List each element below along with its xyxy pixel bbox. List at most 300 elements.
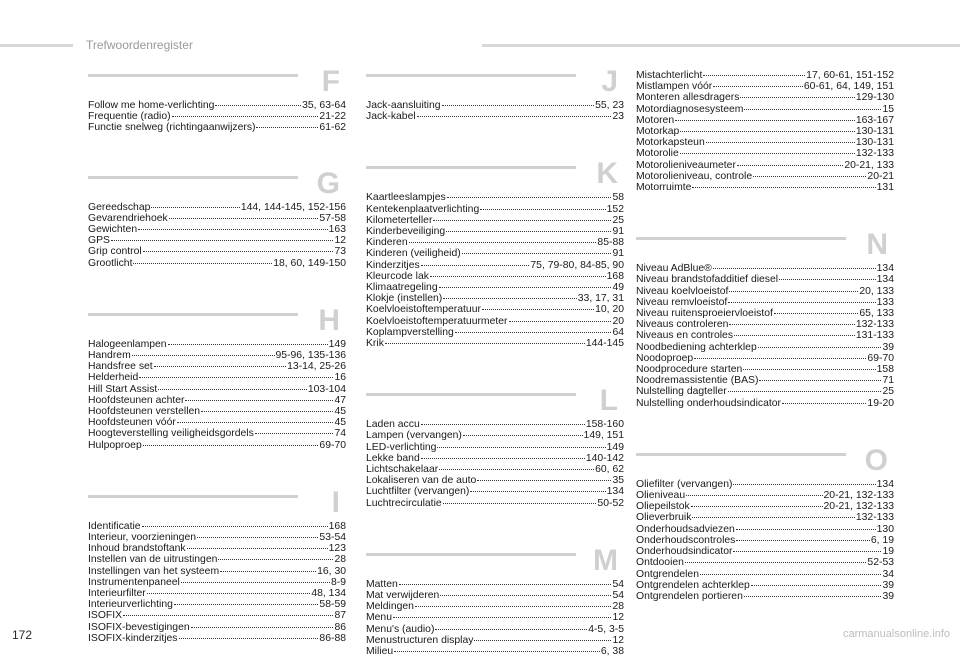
entry-pages: 20-21 — [867, 170, 894, 182]
section-letter: M — [593, 543, 618, 577]
entry-term: Instellen van de uitrustingen — [88, 554, 218, 566]
index-entry — [88, 622, 346, 633]
entry-pages: 71 — [882, 375, 894, 387]
index-entry — [88, 440, 346, 451]
dot-leader — [394, 651, 600, 652]
entry-pages: 134 — [876, 274, 894, 286]
entry-pages: 45 — [334, 417, 346, 429]
index-entry — [636, 81, 894, 92]
entry-pages: 152 — [606, 203, 624, 215]
index-entry — [88, 543, 346, 554]
entry-pages: 65, 133 — [859, 308, 894, 320]
entry-term: Noodbediening achterklep — [636, 341, 757, 353]
index-column — [366, 65, 624, 657]
entry-pages: 19-20 — [867, 397, 894, 409]
dot-leader — [220, 571, 316, 572]
dot-leader — [462, 253, 612, 254]
entry-term: Menu's (audio) — [366, 623, 435, 635]
entry-term: Olieverbruik — [636, 512, 692, 524]
entry-term: Instrumentenpaneel — [88, 576, 180, 588]
entry-pages: 4-5, 3-5 — [588, 623, 624, 635]
dot-leader — [385, 343, 585, 344]
entry-pages: 129-130 — [855, 92, 894, 104]
entry-pages: 21-22 — [319, 111, 346, 123]
dot-leader — [158, 389, 307, 390]
entry-pages: 144, 144-145, 152-156 — [240, 201, 346, 213]
entry-term: Noodremassistentie (BAS) — [636, 375, 759, 387]
index-entry — [88, 633, 346, 644]
entry-pages: 69-70 — [867, 352, 894, 364]
entry-term: Identificatie — [88, 520, 141, 532]
entry-term: Ontdooien — [636, 557, 684, 569]
entry-pages: 58 — [612, 192, 624, 204]
index-entry — [366, 498, 624, 509]
entry-term: ISOFIX-bevestigingen — [88, 621, 190, 633]
index-entry — [366, 601, 624, 612]
dot-leader — [751, 585, 882, 586]
entry-term: Nulstelling onderhoudsindicator — [636, 397, 781, 409]
entry-term: Halogeenlampen — [88, 338, 167, 350]
entry-pages: 103-104 — [307, 383, 346, 395]
entry-term: Ontgrendelen — [636, 568, 699, 580]
entry-pages: 34 — [882, 568, 894, 580]
dot-leader — [691, 506, 823, 507]
index-entry — [636, 319, 894, 330]
entry-term: Jack-aansluiting — [366, 100, 441, 111]
entry-term: Koplampverstelling — [366, 326, 454, 338]
entry-pages: 57-58 — [319, 212, 346, 224]
dot-leader — [143, 251, 334, 252]
dot-leader — [447, 197, 612, 198]
entry-pages: 140-142 — [585, 452, 624, 464]
index-entry — [88, 577, 346, 588]
entry-pages: 50-52 — [597, 497, 624, 509]
entry-pages: 130-131 — [855, 137, 894, 149]
header-rule-left — [0, 44, 73, 47]
dot-leader — [256, 127, 318, 128]
index-entry — [88, 202, 346, 213]
entry-pages: 33, 17, 31 — [577, 293, 624, 305]
entry-term: Hoofdsteunen verstellen — [88, 406, 201, 418]
dot-leader — [685, 562, 866, 563]
dot-leader — [439, 287, 612, 288]
entry-pages: 20 — [612, 315, 624, 327]
dot-leader — [138, 229, 328, 230]
dot-leader — [133, 263, 272, 264]
entry-term: Oliefilter (vervangen) — [636, 478, 733, 490]
section-rule — [366, 74, 576, 77]
index-entry — [366, 293, 624, 304]
index-entry — [88, 599, 346, 610]
dot-leader — [736, 540, 870, 541]
dot-leader — [143, 445, 319, 446]
dot-leader — [733, 484, 875, 485]
entry-term: Onderhoudscontroles — [636, 534, 736, 546]
entry-term: Lichtschakelaar — [366, 464, 439, 476]
index-entry — [366, 316, 624, 327]
entry-term: Onderhoudsadviezen — [636, 523, 735, 535]
index-entry — [366, 579, 624, 590]
dot-leader — [409, 242, 597, 243]
entry-pages: 74 — [334, 428, 346, 440]
dot-leader — [255, 433, 334, 434]
entry-pages: 16, 30 — [317, 565, 346, 577]
entry-list — [636, 479, 894, 602]
index-entry — [636, 524, 894, 535]
entry-pages: 28 — [334, 554, 346, 566]
entry-pages: 87 — [334, 610, 346, 622]
index-entry — [636, 137, 894, 148]
dot-leader — [675, 120, 855, 121]
entry-term: Hoofdsteunen vóór — [88, 417, 176, 429]
entry-term: Menustructuren display — [366, 634, 474, 646]
index-entry — [88, 554, 346, 565]
index-section — [366, 157, 624, 350]
entry-term: Niveau remvloeistof — [636, 296, 728, 308]
entry-term: Handsfree set — [88, 361, 153, 373]
entry-term: Kinderen (veiligheid) — [366, 248, 461, 260]
entry-term: Hoogteverstelling veiligheidsgordels — [88, 428, 254, 440]
index-entry — [366, 271, 624, 282]
index-section — [366, 384, 624, 509]
entry-pages: 134 — [876, 263, 894, 275]
dot-leader — [439, 469, 594, 470]
dot-leader — [703, 75, 805, 76]
entry-term: Onderhoudsindicator — [636, 546, 733, 558]
entry-pages: 168 — [606, 270, 624, 282]
dot-leader — [734, 335, 855, 336]
entry-pages: 134 — [606, 486, 624, 498]
dot-leader — [694, 358, 866, 359]
entry-pages: 12 — [612, 634, 624, 646]
dot-leader — [142, 526, 328, 527]
dot-leader — [729, 324, 854, 325]
dot-leader — [201, 411, 333, 412]
entry-term: Niveau brandstofadditief diesel — [636, 274, 779, 286]
entry-pages: 6, 19 — [870, 534, 894, 546]
index-entry — [88, 235, 346, 246]
index-entry — [88, 521, 346, 532]
index-entry — [366, 612, 624, 623]
section-rule — [366, 393, 576, 396]
dot-leader — [181, 582, 330, 583]
section-letter: N — [866, 228, 888, 262]
dot-leader — [417, 116, 612, 117]
entry-list — [88, 100, 346, 134]
entry-term: Helderheid — [88, 372, 139, 384]
entry-term: Milieu — [366, 646, 394, 657]
entry-pages: 39 — [882, 341, 894, 353]
index-entry — [88, 224, 346, 235]
entry-pages: 19 — [882, 546, 894, 558]
index-section — [88, 303, 346, 451]
entry-term: Oliepeilstok — [636, 501, 690, 513]
dot-leader — [446, 231, 611, 232]
dot-leader — [430, 276, 606, 277]
dot-leader — [443, 298, 577, 299]
entry-term: Handrem — [88, 350, 131, 362]
section-letter: O — [864, 443, 888, 477]
page-header-title: Trefwoordenregister — [86, 38, 193, 52]
dot-leader — [421, 424, 585, 425]
index-entry — [88, 417, 346, 428]
index-entry — [636, 569, 894, 580]
dot-leader — [399, 584, 612, 585]
index-entry — [636, 535, 894, 546]
entry-term: Jack-kabel — [366, 111, 416, 123]
entry-pages: 91 — [612, 248, 624, 260]
entry-pages: 158-160 — [585, 419, 624, 431]
index-entry — [366, 304, 624, 315]
entry-pages: 47 — [334, 394, 346, 406]
dot-leader — [123, 615, 333, 616]
index-entry — [366, 248, 624, 259]
entry-pages: 91 — [612, 226, 624, 238]
section-header — [636, 228, 894, 263]
entry-term: Motorolieniveaumeter — [636, 159, 736, 171]
index-entry — [88, 395, 346, 406]
entry-pages: 20-21, 132-133 — [823, 490, 894, 502]
entry-term: Gewichten — [88, 224, 138, 236]
entry-term: Kilometerteller — [366, 214, 433, 226]
index-entry — [366, 442, 624, 453]
section-letter: J — [601, 65, 618, 98]
index-entry — [636, 115, 894, 126]
index-entry — [366, 111, 624, 122]
entry-term: Functie snelweg (richtingaanwijzers) — [88, 122, 256, 134]
entry-term: Motorkap — [636, 126, 680, 138]
section-rule — [636, 453, 846, 456]
entry-pages: 35, 63-64 — [302, 100, 346, 111]
entry-pages: 39 — [882, 579, 894, 591]
section-letter: K — [596, 157, 618, 191]
index-entry — [88, 532, 346, 543]
index-entry — [636, 557, 894, 568]
entry-pages: 17, 60-61, 151-152 — [806, 70, 894, 81]
dot-leader — [421, 265, 530, 266]
entry-list — [88, 202, 346, 269]
entry-term: Grootlicht — [88, 257, 133, 269]
index-entry — [88, 566, 346, 577]
entry-term: Kinderbeveiliging — [366, 226, 446, 238]
entry-term: GPS — [88, 235, 110, 247]
dot-leader — [437, 447, 605, 448]
entry-pages: 158 — [876, 364, 894, 376]
section-header — [88, 303, 346, 339]
index-entry — [366, 226, 624, 237]
entry-term: Meldingen — [366, 601, 414, 613]
index-entry — [636, 512, 894, 523]
entry-pages: 54 — [612, 590, 624, 602]
index-entry — [366, 282, 624, 293]
dot-leader — [482, 309, 594, 310]
index-entry — [366, 419, 624, 430]
entry-term: Olieniveau — [636, 490, 686, 502]
entry-pages: 61-62 — [319, 122, 346, 134]
entry-term: Noodprocedure starten — [636, 364, 743, 376]
dot-leader — [185, 400, 333, 401]
entry-term: Motoren — [636, 114, 675, 126]
index-entry — [636, 490, 894, 501]
entry-pages: 60, 62 — [595, 464, 624, 476]
index-entry — [88, 213, 346, 224]
section-header — [366, 65, 624, 100]
entry-term: Lekke band — [366, 452, 420, 464]
index-entry — [636, 274, 894, 285]
entry-term: Instellingen van het systeem — [88, 565, 220, 577]
entry-term: Koelvloeistoftemperatuurmeter — [366, 315, 508, 327]
index-entry — [636, 148, 894, 159]
index-section — [636, 228, 894, 409]
header-rule-right — [482, 44, 960, 47]
section-letter: H — [318, 303, 340, 337]
index-entry — [88, 588, 346, 599]
dot-leader — [713, 86, 803, 87]
entry-term: Motorolieniveau, controle — [636, 170, 753, 182]
index-entry — [366, 635, 624, 646]
entry-pages: 45 — [334, 406, 346, 418]
index-entry — [636, 398, 894, 409]
index-entry — [636, 364, 894, 375]
entry-pages: 8-9 — [330, 576, 346, 588]
entry-pages: 163 — [328, 224, 346, 236]
dot-leader — [758, 347, 882, 348]
index-entry — [88, 100, 346, 111]
index-entry — [636, 330, 894, 341]
entry-pages: 73 — [334, 246, 346, 258]
index-entry — [366, 192, 624, 203]
dot-leader — [463, 435, 583, 436]
dot-leader — [169, 218, 319, 219]
entry-pages: 123 — [328, 543, 346, 555]
index-column — [636, 70, 894, 602]
entry-pages: 132-133 — [855, 512, 894, 524]
entry-pages: 15 — [882, 103, 894, 115]
dot-leader — [706, 142, 855, 143]
entry-pages: 48, 134 — [311, 588, 346, 600]
entry-pages: 25 — [882, 386, 894, 398]
entry-term: Niveau AdBlue® — [636, 263, 712, 275]
entry-term: Hulpoproep — [88, 439, 142, 451]
entry-term: Kentekenplaatverlichting — [366, 203, 480, 215]
dot-leader — [680, 153, 855, 154]
entry-pages: 130 — [876, 523, 894, 535]
entry-pages: 12 — [612, 612, 624, 624]
entry-pages: 69-70 — [319, 439, 346, 451]
dot-leader — [151, 207, 239, 208]
entry-pages: 60-61, 64, 149, 151 — [803, 81, 894, 93]
entry-term: Noodoproep — [636, 352, 694, 364]
dot-leader — [442, 105, 595, 106]
entry-term: Nulstelling dagteller — [636, 386, 727, 398]
entry-term: Niveaus en controles — [636, 330, 734, 342]
entry-term: Niveau koelvloeistof — [636, 285, 729, 297]
dot-leader — [174, 604, 319, 605]
index-entry — [636, 182, 894, 193]
entry-pages: 64 — [612, 326, 624, 338]
entry-term: Kleurcode lak — [366, 270, 429, 282]
entry-term: Gereedschap — [88, 201, 151, 213]
section-header — [636, 443, 894, 479]
entry-term: Menu — [366, 612, 392, 624]
entry-term: Monteren allesdragers — [636, 92, 740, 104]
index-entry — [636, 92, 894, 103]
dot-leader — [779, 279, 876, 280]
dot-leader — [744, 596, 882, 597]
dot-leader — [197, 537, 318, 538]
entry-list — [636, 263, 894, 409]
entry-pages: 18, 60, 149-150 — [273, 257, 346, 269]
section-header — [366, 384, 624, 419]
section-header — [366, 157, 624, 192]
index-entry — [88, 372, 346, 383]
dot-leader — [191, 627, 334, 628]
entry-pages: 149 — [328, 338, 346, 350]
index-entry — [366, 590, 624, 601]
dot-leader — [700, 574, 881, 575]
index-entry — [636, 286, 894, 297]
dot-leader — [736, 529, 876, 530]
dot-leader — [433, 220, 611, 221]
entry-term: ISOFIX — [88, 610, 123, 622]
entry-pages: 75, 79-80, 84-85, 90 — [530, 259, 624, 271]
index-section — [636, 443, 894, 602]
entry-term: Koelvloeistoftemperatuur — [366, 304, 481, 316]
section-header — [88, 65, 346, 100]
entry-term: LED-verlichting — [366, 441, 437, 453]
entry-term: Lokaliseren van de auto — [366, 475, 477, 487]
dot-leader — [187, 548, 328, 549]
index-section — [366, 543, 624, 657]
section-letter: I — [331, 485, 340, 519]
index-entry — [636, 263, 894, 274]
entry-term: Frequentie (radio) — [88, 111, 171, 123]
dot-leader — [774, 313, 858, 314]
index-entry — [636, 353, 894, 364]
entry-list — [88, 339, 346, 451]
entry-pages: 53-54 — [319, 532, 346, 544]
entry-pages: 20-21, 132-133 — [823, 501, 894, 513]
watermark: carmanualsonline.info — [842, 628, 950, 640]
index-section — [88, 65, 346, 134]
index-entry — [88, 406, 346, 417]
entry-pages: 23 — [612, 111, 624, 123]
entry-pages: 16 — [334, 372, 346, 384]
entry-term: Interieurfilter — [88, 588, 146, 600]
dot-leader — [440, 595, 611, 596]
index-entry — [636, 126, 894, 137]
index-entry — [366, 464, 624, 475]
dot-leader — [455, 332, 612, 333]
entry-term: Motorolie — [636, 148, 679, 160]
entry-list — [366, 579, 624, 657]
entry-pages: 149 — [606, 441, 624, 453]
dot-leader — [179, 638, 319, 639]
dot-leader — [680, 131, 855, 132]
index-entry — [88, 339, 346, 350]
entry-pages: 39 — [882, 590, 894, 602]
entry-pages: 85-88 — [597, 237, 624, 249]
entry-pages: 132-133 — [855, 148, 894, 160]
index-entry — [88, 246, 346, 257]
entry-pages: 55, 23 — [595, 100, 624, 111]
section-header — [88, 485, 346, 521]
dot-leader — [177, 422, 334, 423]
entry-pages: 168 — [328, 520, 346, 532]
index-entry — [636, 375, 894, 386]
dot-leader — [111, 240, 333, 241]
index-entry — [366, 204, 624, 215]
